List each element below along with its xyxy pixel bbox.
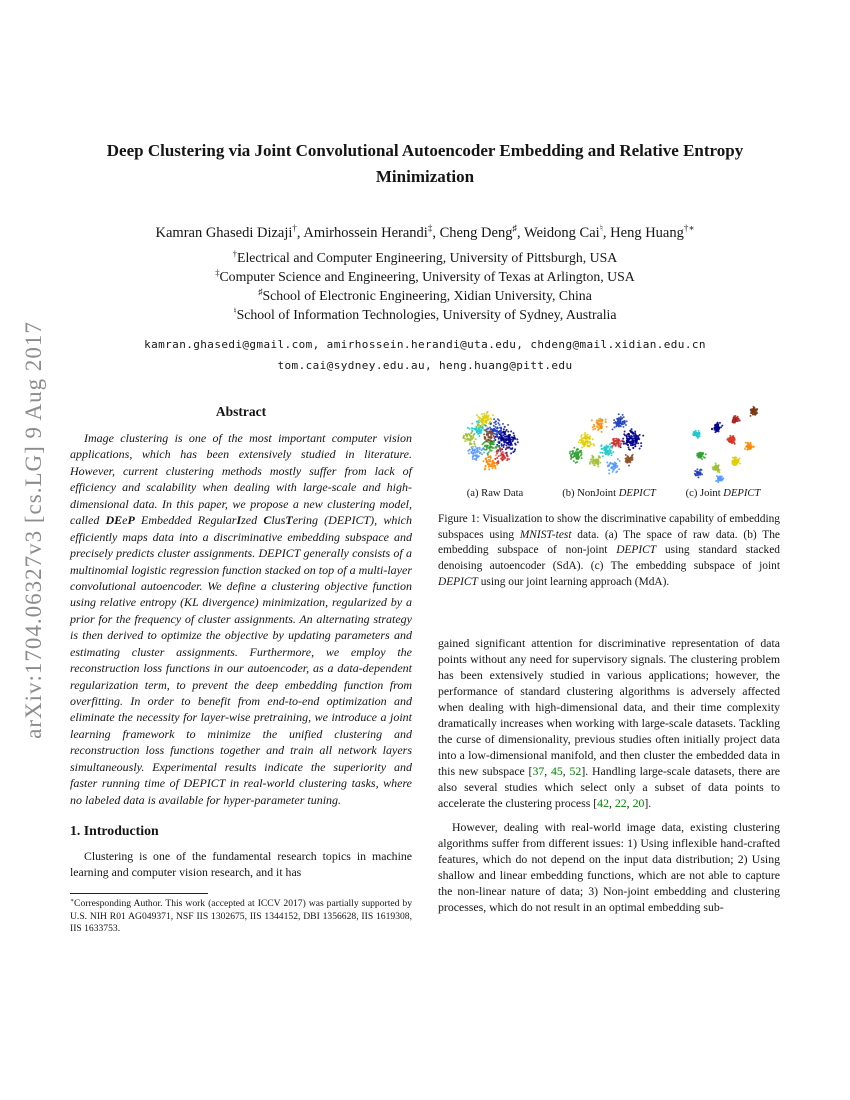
text-run: † [232, 248, 238, 259]
text-run: gained significant attention for discriminative representation of data points without any need for supervisory signals. The clustering problem has been extensively studied in various applications; however, the performance of standard clustering algorithms is adversely affected when dealing with high-dimensional data, and their time complexity dramatically increases when working with large-scale datasets. Tackling the curse of dimensionality, previous studies often initially project data into a low-dimensional manifold, and then cluster the embedded data in this new subspace [ [438, 635, 780, 778]
text-run: Computer Science and Engineering, University of Texas at Arlington, USA [219, 269, 635, 284]
intro-paragraph: Clustering is one of the fundamental research topics in machine learning and computer vision research, and it has [70, 849, 412, 880]
citation-link[interactable]: 22 [614, 795, 627, 810]
text-run: ♯ [258, 286, 263, 297]
scatter-panel-nonjoint-depict [554, 398, 664, 486]
text-run: Embedded Regular [134, 513, 237, 528]
authors-line [0, 225, 850, 242]
citation-link[interactable]: 20 [632, 795, 645, 810]
text-run: ♮ [599, 223, 603, 234]
figure-subcaption [552, 488, 666, 499]
affiliation-line [0, 267, 850, 286]
figure-subcaption [438, 488, 552, 499]
right-column [438, 396, 780, 936]
affiliation-line [0, 248, 850, 267]
text-run: using standard stacked denoising autoencoder (SdA). (c) The embedding subspace of joint [438, 544, 780, 573]
figure-subcaption [666, 488, 780, 499]
text-run: ‡ [215, 267, 220, 278]
text-run: † [292, 223, 297, 234]
affiliation-line [0, 286, 850, 305]
text-run: DEPICT [438, 575, 478, 588]
affiliations-block [0, 248, 850, 324]
abstract-heading: Abstract [215, 404, 267, 419]
abstract-text [70, 430, 412, 808]
text-run: DEPICT [723, 488, 761, 499]
text-run: C [263, 513, 272, 528]
scatter-panel-raw-data [438, 398, 548, 486]
text-run: DEPICT [616, 544, 657, 557]
text-run: (a) Raw Data [466, 488, 524, 499]
text-run: , [626, 795, 633, 810]
body-paragraph [438, 635, 780, 811]
citation-link[interactable]: 52 [569, 763, 582, 778]
text-run: T [285, 513, 293, 528]
text-run: using our joint learning approach (MdA). [477, 575, 670, 588]
section-heading-introduction: 1. Introduction [70, 823, 159, 839]
scatter-panel-joint-depict [670, 398, 780, 486]
text-run: I [236, 513, 242, 528]
text-run: †∗ [683, 223, 695, 234]
text-run: ]. [644, 795, 652, 810]
text-run: lus [271, 513, 286, 528]
citation-link[interactable]: 45 [551, 763, 563, 778]
text-run: data. (a) The space of raw data. (b) The embedding subspace of non-joint [438, 528, 780, 557]
text-run: (b) NonJoint [562, 488, 619, 499]
citation-link[interactable]: 42 [597, 795, 609, 810]
text-run: Figure 1: Visualization to show the discriminative capability of embedding subspaces using [438, 513, 780, 541]
text-run: DEPICT [618, 488, 656, 499]
text-run: ]. Handling large-scale datasets, there are also several studies which select only a subset of data points to accelerate the clustering process [ [438, 763, 781, 810]
footnote-rule [70, 893, 208, 894]
footnote [70, 893, 412, 936]
body-paragraph: However, dealing with real-world image data, existing clustering algorithms suffer from different issues: 1) Using inflexible hand-crafted features, which do not depend on the input data distribution; 2) Using shallow and linear embedding functions, which are not able to capture the non-linear nature of data; 3) Non-joint embedding and clustering processes, which do not result in an optimal embedding sub- [438, 820, 780, 915]
text-run: ‡ [427, 223, 433, 234]
text-run: DE [105, 513, 123, 528]
text-run: , [544, 763, 551, 778]
text-run: , Heng Huang [602, 225, 684, 241]
two-column-body [0, 396, 850, 936]
text-run: , Weidong Cai [516, 225, 600, 241]
text-run: MNIST-test [519, 528, 572, 541]
text-run: , [562, 763, 570, 778]
text-run: Kamran Ghasedi Dizaji [155, 225, 293, 241]
text-run: , Cheng Deng [432, 225, 513, 241]
arxiv-watermark: arXiv:1704.06327v3 [cs.LG] 9 Aug 2017 [21, 321, 46, 739]
figure-1 [438, 398, 780, 591]
citation-link[interactable]: 37 [532, 763, 545, 778]
text-run: ∗ [70, 897, 75, 904]
text-run: ♮ [233, 305, 237, 316]
text-run: Corresponding Author. This work (accepted at ICCV 2017) was partially supported by U.S. NIH R01 AG049371, NSF IIS 1302675, IIS 1344152, DBI 1356628, IIS 1619308, IIS 1633753. [70, 898, 412, 935]
text-run: e [122, 513, 128, 528]
text-run: P [127, 513, 135, 528]
text-run: Image clustering is one of the most important computer vision applications, which has been extensively studied in literature. However, current clustering methods mostly suffer from lack of efficiency and scalability when dealing with large-scale and high-dimensional data. In this paper, we propose a new clustering model, called [70, 431, 412, 528]
footnote-text [70, 898, 412, 936]
text-run: (c) Joint [685, 488, 724, 499]
text-run: , [608, 795, 615, 810]
paper-title: Deep Clustering via Joint Convolutional Autoencoder Embedding and Relative Entropy Minimization [106, 141, 744, 186]
emails-block [0, 334, 850, 376]
figure-caption [438, 512, 780, 591]
text-run: School of Electronic Engineering, Xidian University, China [262, 288, 592, 303]
left-column [70, 396, 412, 936]
text-run: Electrical and Computer Engineering, University of Pittsburgh, USA [237, 250, 618, 265]
text-run: , Amirhossein Herandi [296, 225, 428, 241]
email-line: tom.cai@sydney.edu.au, heng.huang@pitt.edu [277, 359, 573, 372]
text-run: zed [241, 513, 264, 528]
affiliation-line [0, 305, 850, 324]
text-run: School of Information Technologies, University of Sydney, Australia [236, 307, 617, 322]
email-line: kamran.ghasedi@gmail.com, amirhossein.herandi@uta.edu, chdeng@mail.xidian.edu.cn [144, 338, 706, 351]
figure-panels [438, 398, 780, 486]
text-run: ering (DEPICT), which efficiently maps data into a discriminative embedding subspace and precisely predicts cluster assignments. DEPICT generally consists of a multinomial logistic regression function stacked on top of a multi-layer convolutional autoencoder. We define a clustering objective function using relative entropy (KL divergence) minimization, regularized by a prior for the frequency of cluster assignments. An alternating strategy is then derived to optimize the objective by updating parameters and estimating cluster assignments. Furthermore, we employ the reconstruction loss functions in our autoencoder, as a data-dependent regularization term, to prevent the deep embedding function from overfitting. In order to benefit from end-to-end optimization and eliminate the necessity for layer-wise pretraining, we introduce a joint learning framework to minimize the unified clustering and reconstruction loss functions together and train all network layers simultaneously. Experimental results indicate the superiority and faster running time of DEPICT in real-world clustering tasks, where no labeled data is available for hyper-parameter tuning. [70, 513, 412, 807]
figure-subcaptions [438, 488, 780, 499]
text-run: ♯ [512, 223, 517, 234]
